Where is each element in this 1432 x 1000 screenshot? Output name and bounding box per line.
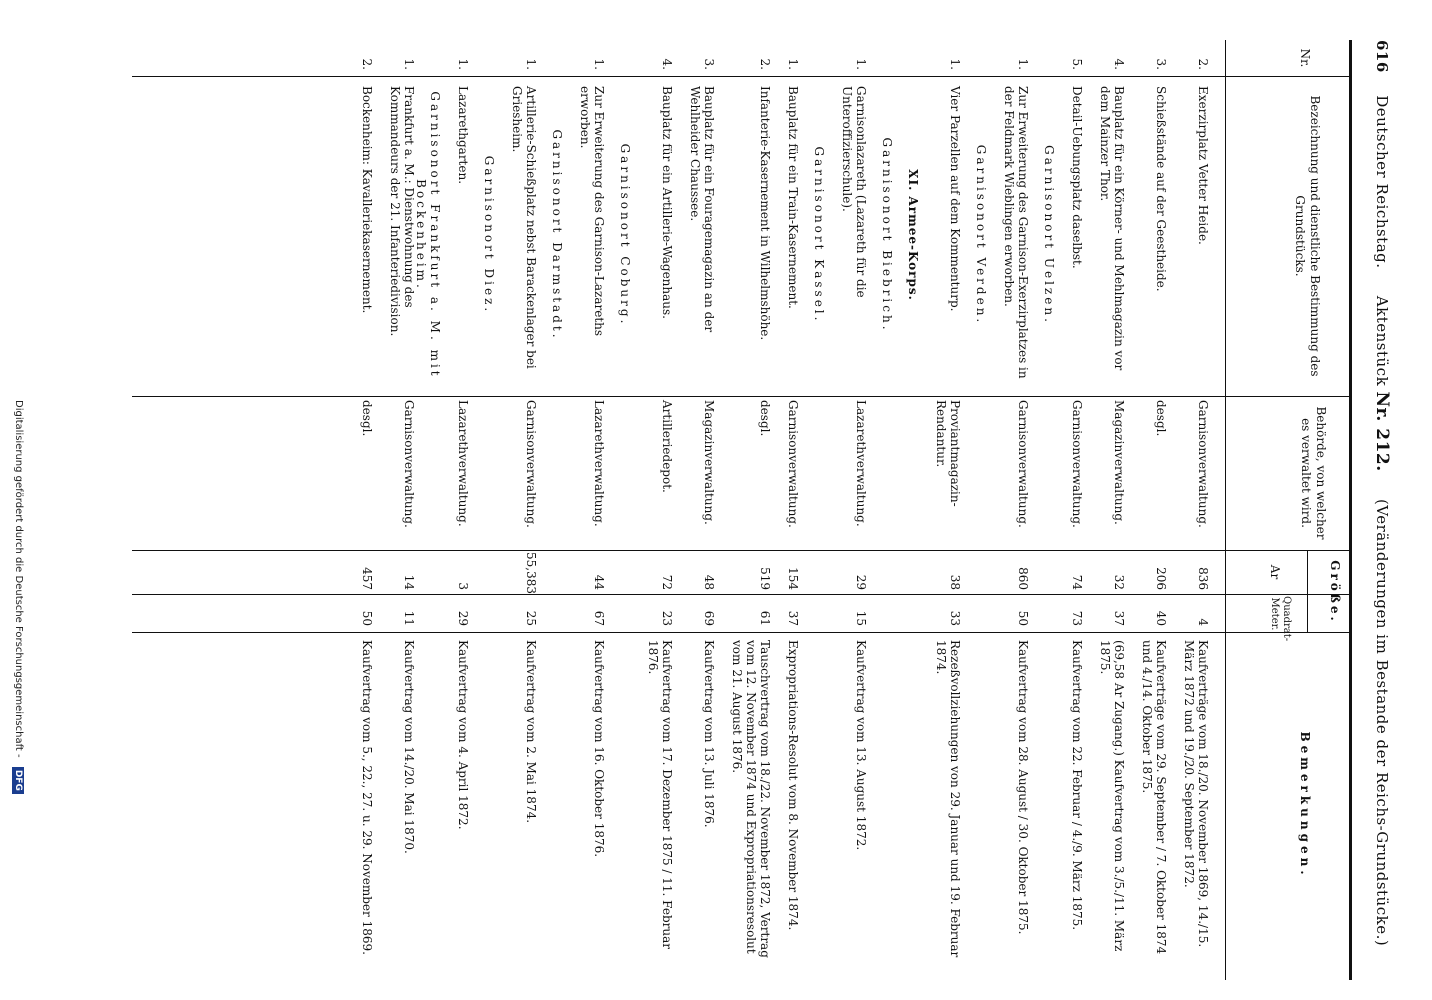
row-description: Infanterie-Kasernement in Wilhelmshöhe.	[758, 86, 772, 341]
row-number: 3.	[702, 58, 716, 70]
row-area-ar: 3	[456, 582, 470, 590]
col-header-size: Größe.	[1328, 560, 1342, 624]
row-number: 4.	[660, 58, 674, 70]
corps-heading: XI. Armee-Korps.	[906, 169, 920, 301]
row-description: Bauplatz für ein Artillerie-Wagenhaus.	[660, 86, 674, 319]
row-description: Vier Parzellen auf dem Kommenturp.	[948, 86, 962, 312]
row-area-qm: 37	[1112, 610, 1126, 626]
row-area-ar: 860	[1016, 567, 1030, 590]
row-area-qm: 61	[758, 610, 772, 626]
row-remarks: Kaufvertrag vom 5., 22., 27. u. 29. November 1869.	[360, 640, 374, 955]
column-divider	[132, 632, 1352, 633]
row-authority: Lazarethverwaltung.	[592, 400, 606, 527]
section-heading: Garnisonort Verden.	[974, 144, 988, 326]
section-heading: Garnisonort Coburg.	[618, 143, 632, 327]
section-heading: Garnisonort Darmstadt.	[550, 129, 564, 341]
header-title-right: (Veränderungen im Bestande der Reichs-Grundstücke.)	[1373, 498, 1391, 947]
row-area-ar: 72	[660, 574, 674, 590]
row-authority: Proviantmagazin-Rendantur.	[934, 400, 962, 507]
row-number: 1.	[592, 58, 606, 70]
section-heading: Garnisonort Frankfurt a. M. mit Bockenheim.	[414, 91, 442, 379]
row-number: 1.	[402, 58, 416, 70]
row-number: 1.	[456, 58, 470, 70]
dfg-logo: DFG	[12, 767, 24, 794]
row-number: 1.	[854, 58, 868, 70]
row-area-qm: 33	[948, 610, 962, 626]
row-authority: Garnisonverwaltung.	[786, 400, 800, 528]
header-title-mid: Aktenstück Nr. 212.	[1372, 295, 1392, 472]
column-divider	[132, 550, 1352, 551]
row-area-qm: 25	[524, 610, 538, 626]
row-description: Bauplatz für ein Körner- und Mehlmagazin vor dem Mainzer Thor.	[1098, 86, 1126, 371]
digitization-note: Digitalisierung gefördert durch die Deutsche Forschungsgemeinschaft -	[13, 400, 24, 758]
row-area-ar: 14	[402, 574, 416, 590]
row-area-ar: 29	[854, 574, 868, 590]
row-remarks: Tauschvertrag vom 18./22. November 1872, Vertrag vom 12. November 1874 und Expropriationsresolut vom 21. August 1876.	[730, 640, 772, 958]
column-divider	[132, 396, 1352, 397]
row-authority: desgl.	[1154, 400, 1168, 437]
column-divider	[132, 76, 1352, 77]
row-area-qm: 50	[1016, 610, 1030, 626]
section-heading: Garnisonort Kassel.	[812, 146, 826, 324]
row-description: Garnisonlazareth (Lazareth für die Unteroffizierschule).	[840, 86, 868, 298]
row-remarks: Kaufvertrag vom 14./20. Mai 1870.	[402, 640, 416, 854]
row-remarks: Kaufvertrag vom 13. August 1872.	[854, 640, 868, 851]
row-authority: Garnisonverwaltung.	[1196, 400, 1210, 528]
section-heading: Garnisonort Uelzen.	[1042, 145, 1056, 325]
row-authority: Garnisonverwaltung.	[402, 400, 416, 528]
row-area-ar: 206	[1154, 567, 1168, 590]
row-area-ar: 519	[758, 567, 772, 590]
header-rule	[1225, 40, 1226, 980]
row-area-ar: 38	[948, 574, 962, 590]
row-number: 1.	[786, 58, 800, 70]
top-rule	[1349, 40, 1352, 980]
row-area-qm: 50	[360, 610, 374, 626]
row-number: 1.	[524, 58, 538, 70]
row-description: Bauplatz für ein Fouragemagazin an der Wehlheider Chaussee.	[688, 86, 716, 333]
row-number: 3.	[1154, 58, 1168, 70]
column-divider	[132, 594, 1352, 595]
row-area-qm: 11	[402, 610, 416, 626]
section-heading: Garnisonort Diez.	[482, 155, 496, 315]
row-area-qm: 69	[702, 610, 716, 626]
col-header-qm: Quadrat-Meter.	[1269, 596, 1292, 642]
row-authority: Lazarethverwaltung.	[456, 400, 470, 527]
row-remarks: Kaufvertrag vom 16. Oktober 1876.	[592, 640, 606, 858]
row-description: Schießstände auf der Geestheide.	[1154, 86, 1168, 292]
row-authority: Garnisonverwaltung.	[1070, 400, 1084, 528]
row-description: Exerzirplatz Vetter Heide.	[1196, 86, 1210, 245]
row-remarks: Expropriations-Resolut vom 8. November 1874.	[786, 640, 800, 931]
row-description: Bockenheim: Kavalleriekasernement.	[360, 86, 374, 314]
row-area-ar: 836	[1196, 567, 1210, 590]
row-area-ar: 48	[702, 574, 716, 590]
row-area-ar: 55,383	[524, 552, 538, 594]
footer-note	[12, 400, 24, 1000]
row-area-qm: 15	[854, 610, 868, 626]
row-authority: desgl.	[360, 400, 374, 437]
row-authority: Magazinverwaltung.	[1112, 400, 1126, 525]
page-header	[1372, 40, 1392, 980]
row-remarks: Kaufvertrag vom 28. August / 30. Oktober 1875.	[1016, 640, 1030, 935]
row-authority: Magazinverwaltung.	[702, 400, 716, 525]
row-description: Lazarethgarten.	[456, 86, 470, 185]
size-subheader-rule	[1307, 550, 1308, 632]
row-remarks: Kaufvertrag vom 4. April 1872.	[456, 640, 470, 830]
row-area-ar: 44	[592, 574, 606, 590]
row-area-qm: 37	[786, 610, 800, 626]
row-area-ar: 457	[360, 567, 374, 590]
row-area-ar: 74	[1070, 574, 1084, 590]
row-number: 2.	[758, 58, 772, 70]
col-header-nr: Nr.	[1298, 48, 1312, 68]
row-area-qm: 23	[660, 610, 674, 626]
col-header-ar: Ar	[1268, 564, 1282, 580]
row-number: 4.	[1112, 58, 1126, 70]
row-authority: Artilleriedepot.	[660, 400, 674, 493]
col-header-remarks: Bemerkungen.	[1298, 731, 1312, 879]
document-number: Nr. 212.	[1372, 391, 1392, 472]
row-remarks: Kaufvertrag vom 17. Dezember 1875 / 11. Februar 1876.	[646, 640, 674, 949]
row-remarks: (69,58 Ar Zugang.) Kaufvertrag vom 3./5./11. März 1875.	[1098, 640, 1126, 952]
row-area-ar: 154	[786, 567, 800, 590]
row-remarks: Kaufverträge vom 18./20. November 1869, 14./15. März 1872 und 19./20. September 1872.	[1182, 640, 1210, 948]
row-description: Artillerie-Schießplatz nebst Barackenlager bei Griesheim.	[510, 86, 538, 369]
page-number: 616	[1373, 40, 1391, 73]
col-header-description: Bezeichnung und dienstliche Bestimmung des Grundstücks.	[1293, 95, 1322, 377]
row-area-qm: 29	[456, 610, 470, 626]
row-authority: Garnisonverwaltung.	[1016, 400, 1030, 528]
row-area-qm: 73	[1070, 610, 1084, 626]
row-area-ar: 32	[1112, 574, 1126, 590]
row-number: 1.	[1016, 58, 1030, 70]
row-remarks: Kaufvertrag vom 22. Februar / 4./9. März 1875.	[1070, 640, 1084, 931]
header-title-left: Deutscher Reichstag.	[1373, 95, 1391, 269]
row-remarks: Rezeßvollziehungen von 29. Januar und 19. Februar 1874.	[934, 640, 962, 958]
row-description: Zur Erweiterung des Garnison-Lazareths erworben.	[578, 86, 606, 337]
col-header-authority: Behörde, von welcher es verwaltet wird.	[1299, 406, 1328, 540]
row-number: 1.	[948, 58, 962, 70]
row-description: Detail-Uebungsplatz daselbst.	[1070, 86, 1084, 269]
row-area-qm: 67	[592, 610, 606, 626]
row-remarks: Kaufverträge vom 29. September / 7. Oktober 1874 und 4./14. Oktober 1875.	[1140, 640, 1168, 955]
row-area-qm: 4	[1196, 618, 1210, 626]
row-description: Zur Erweiterung des Garnison-Exerzirplatzes in der Feldmark Wieblingen erworben.	[1002, 86, 1030, 379]
row-remarks: Kaufvertrag vom 2. Mai 1874.	[524, 640, 538, 824]
row-area-qm: 40	[1154, 610, 1168, 626]
row-description: Bauplatz für ein Train-Kasernement.	[786, 86, 800, 309]
row-authority: Garnisonverwaltung.	[524, 400, 538, 528]
row-authority: Lazarethverwaltung.	[854, 400, 868, 527]
row-number: 2.	[1196, 58, 1210, 70]
row-remarks: Kaufvertrag vom 13. Juli 1876.	[702, 640, 716, 828]
section-heading: Garnisonort Biebrich.	[880, 137, 894, 333]
row-number: 5.	[1070, 58, 1084, 70]
row-number: 2.	[360, 58, 374, 70]
row-authority: desgl.	[758, 400, 772, 437]
row-description: Frankfurt a. M.: Dienstwohnung des Kommandeurs der 21. Infanteriedivision.	[388, 86, 416, 337]
